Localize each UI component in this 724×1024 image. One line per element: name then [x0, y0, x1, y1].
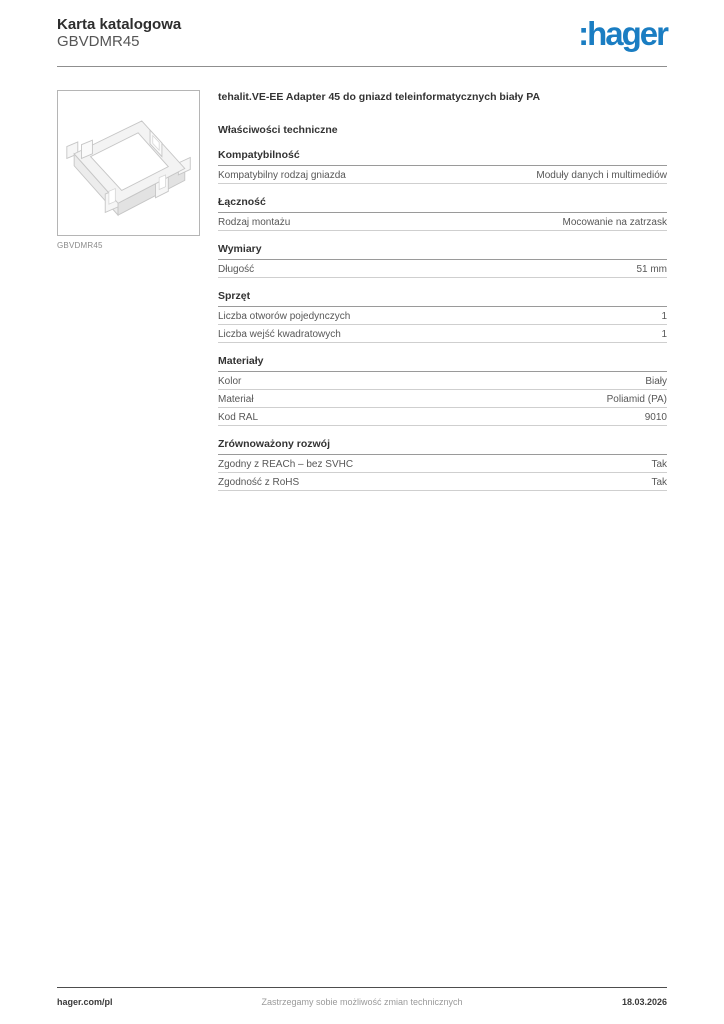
spec-value: Poliamid (PA): [606, 393, 667, 405]
spec-label: Zgodny z REACh – bez SVHC: [218, 458, 354, 470]
spec-row: [218, 307, 667, 325]
section-title: Sprzęt: [218, 290, 667, 307]
footer-divider: [57, 987, 667, 988]
section-title: Kompatybilność: [218, 149, 667, 166]
section-title: Wymiary: [218, 243, 667, 260]
spec-value: 1: [661, 310, 667, 322]
spec-row: [218, 166, 667, 184]
section-materialy: [218, 355, 667, 426]
spec-label: Materiał: [218, 393, 254, 405]
properties-heading: Właściwości techniczne: [218, 124, 338, 137]
spec-label: Kolor: [218, 375, 242, 387]
page-footer: [57, 987, 667, 1007]
doc-type-title: Karta katalogowa: [57, 16, 182, 33]
section-wymiary: [218, 243, 667, 278]
section-title: Materiały: [218, 355, 667, 372]
section-title: Łączność: [218, 196, 667, 213]
spec-value: Tak: [651, 458, 667, 470]
spec-label: Kompatybilny rodzaj gniazda: [218, 169, 346, 181]
spec-value: 51 mm: [636, 263, 667, 275]
section-kompatybilnosc: [218, 149, 667, 184]
spec-value: Biały: [645, 375, 667, 387]
product-code: GBVDMR45: [57, 33, 140, 51]
section-lacznosc: [218, 196, 667, 231]
header-titles: [57, 16, 181, 51]
spec-row: [218, 260, 667, 278]
footer-website-link[interactable]: hager.com/pl: [57, 997, 113, 1007]
spec-value: 1: [661, 328, 667, 340]
product-figure: [57, 90, 200, 504]
page-header: [0, 0, 724, 51]
spec-label: Zgodność z RoHS: [218, 476, 300, 488]
spec-label: Liczba otworów pojedynczych: [218, 310, 351, 322]
spec-row: [218, 455, 667, 473]
spec-row: [218, 390, 667, 408]
spec-row: [218, 372, 667, 390]
section-zrownowazony-rozwoj: [218, 438, 667, 491]
hager-logo: :hager: [578, 15, 667, 52]
main-content: [0, 67, 724, 504]
spec-value: 9010: [644, 411, 667, 423]
spec-row: [218, 213, 667, 231]
spec-row: [218, 408, 667, 426]
spec-row: [218, 325, 667, 343]
spec-value: Tak: [651, 476, 667, 488]
spec-row: [218, 473, 667, 491]
product-image: [57, 90, 200, 236]
spec-label: Rodzaj montażu: [218, 216, 291, 228]
product-image-caption: GBVDMR45: [57, 240, 103, 250]
section-sprzet: [218, 290, 667, 343]
footer-disclaimer: Zastrzegamy sobie możliwość zmian technicznych: [261, 997, 463, 1007]
spec-label: Liczba wejść kwadratowych: [218, 328, 341, 340]
spec-label: Długość: [218, 263, 255, 275]
product-details: [218, 90, 667, 504]
spec-label: Kod RAL: [218, 411, 259, 423]
section-title: Zrównoważony rozwój: [218, 438, 667, 455]
product-title: tehalit.VE-EE Adapter 45 do gniazd teleinformatycznych biały PA: [218, 90, 541, 103]
spec-value: Moduły danych i multimediów: [536, 169, 667, 181]
spec-value: Mocowanie na zatrzask: [562, 216, 667, 228]
adapter-frame-illustration: [65, 97, 193, 229]
footer-date: 18.03.2026: [621, 997, 667, 1007]
